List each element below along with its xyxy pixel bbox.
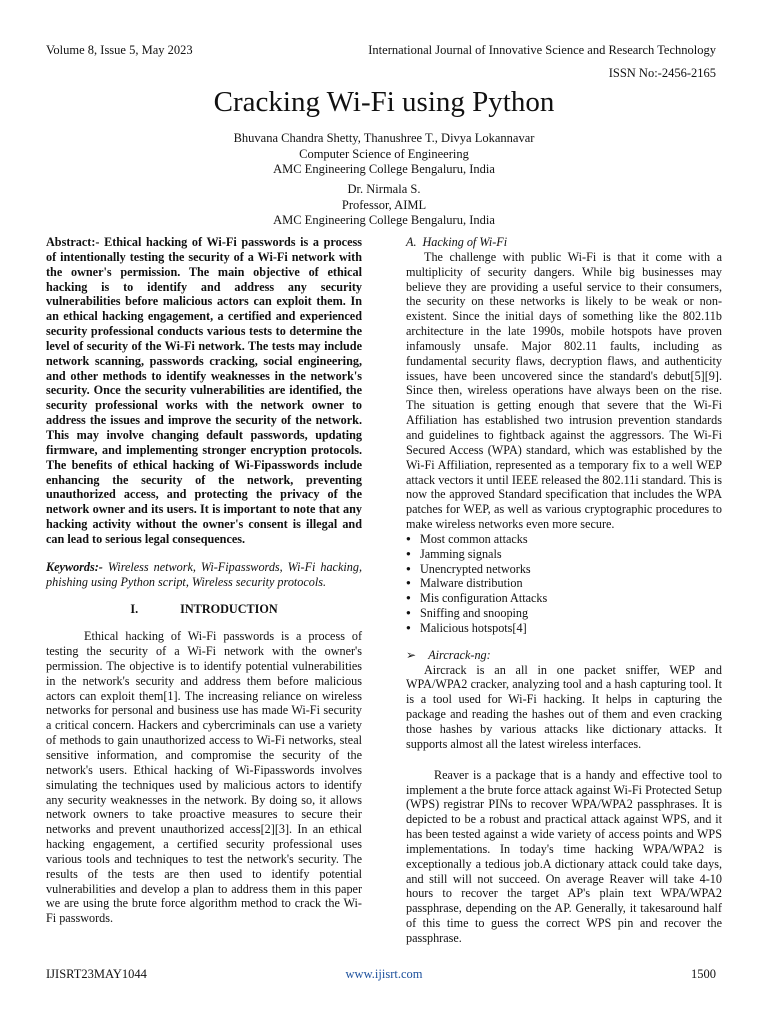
issn: ISSN No:-2456-2165 xyxy=(608,66,716,80)
volume-info: Volume 8, Issue 5, May 2023 xyxy=(46,43,193,57)
subsection-letter: A. xyxy=(406,235,417,249)
subsection-title: Hacking of Wi-Fi xyxy=(422,235,508,249)
list-item: ● Unencrypted networks xyxy=(406,562,722,577)
page-number: 1500 xyxy=(691,967,716,981)
aircrack-text: Aircrack is an all in one packet sniffer, WEP and WPA/WPA2 cracker, analyzing tool and a hash capturing tool. It is a tool used for Wi-Fi hacking. It helps in capturing the package and reading the hashes out of them and even cracking those hashes by various attacks like dictionary attacks. It supports almost all the latest wireless interfaces. xyxy=(406,662,722,751)
section-title: INTRODUCTION xyxy=(180,602,278,617)
attacks-list xyxy=(406,532,722,636)
introduction-text: Ethical hacking of Wi-Fi passwords is a process of testing the security of a Wi-Fi network with the owner's permission. The objective is to identify potential vulnerabilities in the network's security and address them before malicious actors can exploit them[1]. The increasing reliance on wireless networks for personal and business use has made Wi-Fi security a critical concern. Hackers and cybercriminals can use a variety of methods to gain unauthorized access to Wi-Fi networks, steal sensitive information, and compromise the security of the network's users. Ethical hacking of Wi-Fipasswords involves simulating the techniques used by malicious actors to identify any security weaknesses in the network. By doing so, it allows network owners to take proactive measures to secure their networks and prevent unauthorized access[2][3]. In an ethical hacking engagement, a certified security professional uses various tools and techniques to test the network's security. The results of the tests are then used to identify potential vulnerabilities and develop a plan to address them in this paper we are using the brute force algorithm method to crack the Wi-Fi passwords. xyxy=(46,629,362,926)
list-item: ● Mis configuration Attacks xyxy=(406,591,722,606)
author-affiliation-2: AMC Engineering College Bengaluru, India xyxy=(273,213,495,227)
keywords-text: Wireless network, Wi-Fipasswords, Wi-Fi hacking, phishing using Python script, Wireless security protocols. xyxy=(46,559,362,589)
author-name-2: Dr. Nirmala S. xyxy=(347,182,421,196)
left-column xyxy=(46,235,362,926)
abstract: Abstract:- Ethical hacking of Wi-Fi passwords is a process of intentionally testing the security of a Wi-Fi network with the owner's permission. The main objective of ethical hacking is to identify and address any security vulnerabilities before malicious actors can exploit them. In an ethical hacking engagement, a certified and experienced security professional conducts various tests to determine the level of security of the Wi-Fi network. The tests may include network scanning, passwords cracking, social engineering, and other methods to identify weaknesses in the network's security. Once the security vulnerabilities are identified, the security professional works with the network owner to address the issues and improve the security of the network. This may involve changing default passwords, updating firmware, and implementing stronger encryption protocols. The benefits of ethical hacking of Wi-Fipasswords include enhancing the security of the network, preventing unauthorized access, and protecting the privacy of the network owner and its users. It is important to note that any hacking activity without the owner's consent is illegal and can lead to serious legal consequences. xyxy=(46,235,362,546)
section-number: I. xyxy=(130,602,139,617)
author-block-2 xyxy=(0,182,768,229)
keywords xyxy=(46,560,362,590)
list-item: ● Most common attacks xyxy=(406,532,722,547)
paper-title: Cracking Wi-Fi using Python xyxy=(213,86,555,118)
list-item: ● Malicious hotspots[4] xyxy=(406,621,722,636)
author-department-2: Professor, AIML xyxy=(341,197,427,212)
subsection-heading xyxy=(406,235,722,250)
list-item: ● Sniffing and snooping xyxy=(406,606,722,621)
journal-url-link[interactable]: www.ijisrt.com xyxy=(345,967,423,981)
list-item: ● Jamming signals xyxy=(406,547,722,562)
author-department: Computer Science of Engineering xyxy=(299,146,469,161)
hacking-wifi-text: The challenge with public Wi-Fi is that it come with a multiplicity of security dangers. While big businesses may believe they are providing a useful service to their consumers, the security on these networks is likely to be weak or non-existent. Since the initial days of something like the 802.11b architecture in the late 1990s, mobile hotspots have proven infamously unsafe. Major 802.11 faults, including as fundamental security flaws, decryption flaws, and authenticity issues, have been uncovered since the standard's debut[5][9]. Since then, wireless operations have always been on the rise. The situation is getting enough that severe that the Wi-Fi Affiliation has established two intrusion prevention standards and guidelines to fightback against the aggressors. The Wi-Fi Secured Access (WPA) standard, which was established by the Wi-Fi Affiliation, represented as a temporary fix to a well WEP attack vectors it until IEEE released the 802.11i standard. This is now the approved Standard specification that includes the WPA patches for WEP, as well as various cryptographic procedures to make wireless networks even more secure. xyxy=(406,249,722,532)
arrow-bullet-icon: ➢ xyxy=(406,647,417,662)
section-heading xyxy=(46,602,362,617)
author-block-1 xyxy=(0,131,768,178)
aircrack-heading xyxy=(406,648,722,663)
reaver-text: Reaver is a package that is a handy and effective tool to implement a the brute force attack against Wi-Fi Protected Setup (WPS) registrar PINs to recover WPA/WPA2 passphrases. It is depicted to be a robust and practical attack against WPS, and it has been tested against a wide variety of access points and WPS implementations. In today's time hacking WPA/WPA2 is exceptionally a tedious job.A dictionary attack could take days, and still will not succeed. On average Reaver will take 4-10 hours to recover the target AP's plain text WPA/WPA2 passphrase, depending on the AP. Generally, it takesaround half of this time to guess the correct WPS pin and recover the passphrase. xyxy=(406,767,722,945)
journal-name: International Journal of Innovative Science and Research Technology xyxy=(368,43,716,57)
keywords-label: Keywords:- xyxy=(46,559,103,574)
right-column xyxy=(406,235,722,946)
aircrack-title: Aircrack-ng: xyxy=(428,647,491,662)
author-affiliation: AMC Engineering College Bengaluru, India xyxy=(273,162,495,176)
list-item: ● Malware distribution xyxy=(406,576,722,591)
paper-id: IJISRT23MAY1044 xyxy=(46,967,147,981)
author-names: Bhuvana Chandra Shetty, Thanushree T., Divya Lokannavar xyxy=(233,131,535,145)
